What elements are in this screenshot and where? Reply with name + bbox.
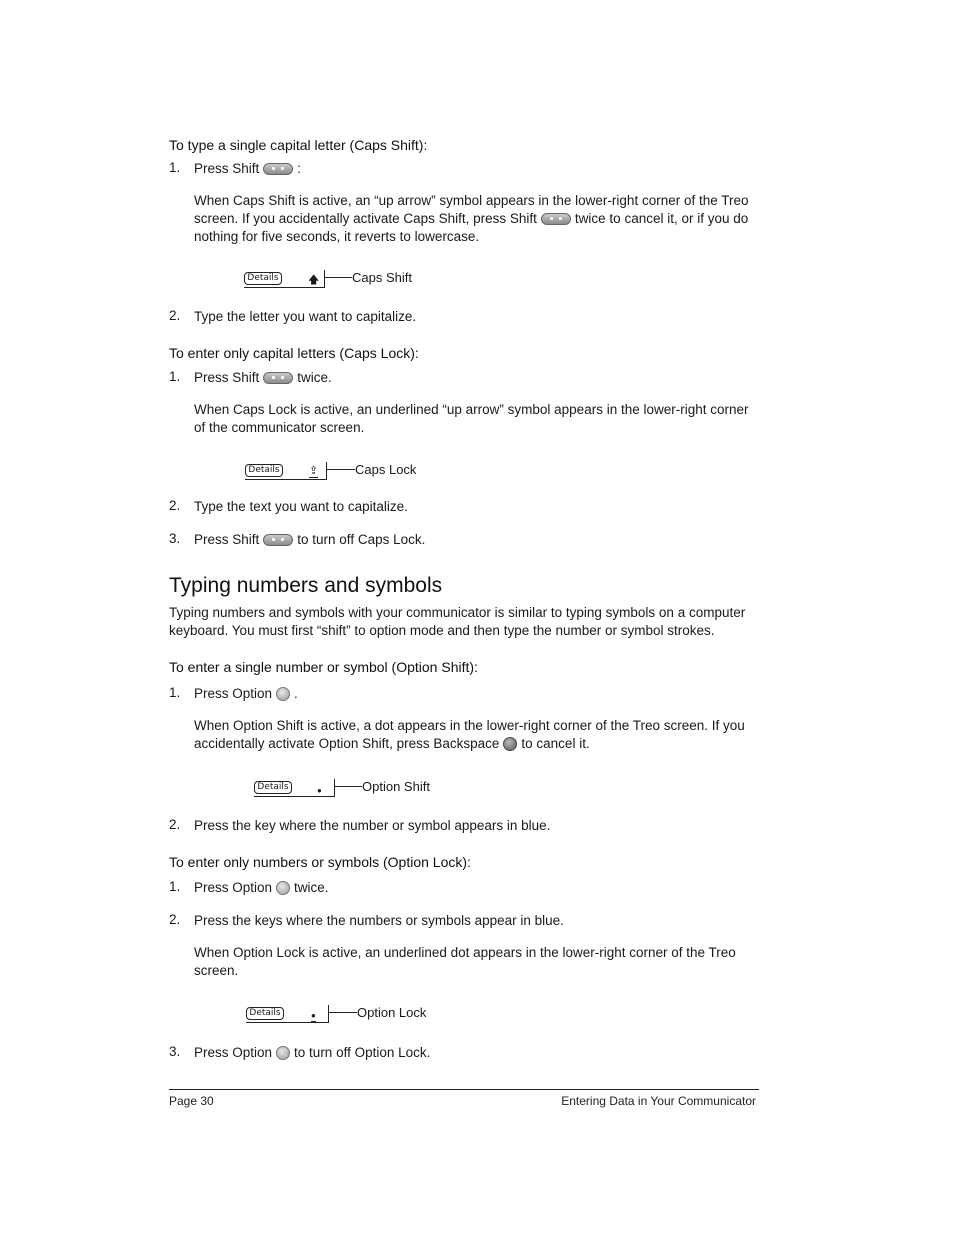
paragraph-line: When Option Shift is active, a dot appears in the lower-right corner of the Treo screen. If you <box>194 718 745 733</box>
details-button-image: Details <box>245 464 283 477</box>
details-button-image: Details <box>244 272 282 285</box>
option-shift-screen-figure <box>254 780 454 797</box>
paragraph-line: When Caps Shift is active, an “up arrow” symbol appears in the lower-right corner of the Treo <box>194 193 749 208</box>
caps-lock-step3: Press Shift to turn off Caps Lock. <box>194 532 426 547</box>
caps-shift-heading: To type a single capital letter (Caps Shift): <box>169 137 428 153</box>
paragraph-line: screen. If you accidentally activate Caps Shift, press Shift twice to cancel it, or if you do <box>194 211 749 226</box>
caps-lock-step2: Type the text you want to capitalize. <box>194 499 408 514</box>
backspace-key-icon <box>503 737 517 751</box>
option-key-icon <box>276 881 290 895</box>
option-shift-paragraph <box>194 717 759 753</box>
caps-lock-screen-figure <box>245 463 445 480</box>
step-number: 1. <box>169 685 181 700</box>
option-shift-step1: Press Option . <box>194 686 298 701</box>
option-lock-heading: To enter only numbers or symbols (Option Lock): <box>169 854 471 870</box>
chapter-title: Entering Data in Your Communicator <box>561 1094 756 1108</box>
figure-callout-label: Caps Shift <box>352 270 412 285</box>
caps-lock-paragraph <box>194 401 759 437</box>
paragraph-line: of the communicator screen. <box>194 420 365 435</box>
paragraph-line: Typing numbers and symbols with your communicator is similar to typing symbols on a computer <box>169 605 746 620</box>
paragraph-line: screen. <box>194 963 239 978</box>
option-key-icon <box>276 1046 290 1060</box>
underlined-dot-icon: ● <box>311 1011 316 1020</box>
up-arrow-icon: 🡅 <box>308 274 320 286</box>
paragraph-line: nothing for five seconds, it reverts to lowercase. <box>194 229 480 244</box>
underlined-up-arrow-icon: ⇪ <box>309 465 319 477</box>
details-button-image: Details <box>246 1007 284 1020</box>
caps-shift-step1 <box>194 160 759 178</box>
section-title: Typing numbers and symbols <box>169 574 443 597</box>
step-text-end: : <box>297 161 302 176</box>
caps-shift-paragraph <box>194 192 759 246</box>
dot-icon: ● <box>317 786 322 795</box>
option-lock-screen-figure <box>246 1006 446 1023</box>
option-key-icon <box>276 687 290 701</box>
step-number: 2. <box>169 912 181 927</box>
step-number: 3. <box>169 531 181 546</box>
paragraph-line: keyboard. You must first “shift” to option mode and then type the number or symbol strokes. <box>169 623 715 638</box>
figure-callout-label: Option Lock <box>357 1005 427 1020</box>
option-lock-paragraph <box>194 944 759 980</box>
caps-lock-heading: To enter only capital letters (Caps Lock): <box>169 345 419 361</box>
step-number: 2. <box>169 817 181 832</box>
caps-lock-step1: Press Shift twice. <box>194 370 332 385</box>
option-shift-heading: To enter a single number or symbol (Option Shift): <box>169 659 478 675</box>
option-shift-step2: Press the key where the number or symbol appears in blue. <box>194 818 551 833</box>
shift-key-icon <box>541 213 571 225</box>
step-number: 2. <box>169 498 181 513</box>
footer-rule <box>169 1089 759 1090</box>
caps-shift-screen-figure <box>244 271 444 288</box>
details-button-image: Details <box>254 781 292 794</box>
figure-callout-label: Option Shift <box>362 779 430 794</box>
step-number: 3. <box>169 1044 181 1059</box>
caps-shift-step2: Type the letter you want to capitalize. <box>194 309 417 324</box>
shift-key-icon <box>263 163 293 175</box>
section-intro <box>169 604 759 640</box>
paragraph-line: When Option Lock is active, an underlined dot appears in the lower-right corner of the Treo <box>194 945 736 960</box>
figure-callout-label: Caps Lock <box>355 462 417 477</box>
page-number: Page 30 <box>169 1094 214 1108</box>
step-number: 1. <box>169 160 181 175</box>
step-number: 2. <box>169 308 181 323</box>
shift-key-icon <box>263 534 293 546</box>
option-lock-step3: Press Option to turn off Option Lock. <box>194 1045 431 1060</box>
option-lock-step1: Press Option twice. <box>194 880 329 895</box>
option-lock-step2: Press the keys where the numbers or symbols appear in blue. <box>194 913 564 928</box>
step-number: 1. <box>169 879 181 894</box>
shift-key-icon <box>263 372 293 384</box>
step-text: Press Shift <box>194 161 260 176</box>
paragraph-line: accidentally activate Option Shift, press Backspace to cancel it. <box>194 736 590 751</box>
step-number: 1. <box>169 369 181 384</box>
paragraph-line: When Caps Lock is active, an underlined “up arrow” symbol appears in the lower-right corner <box>194 402 749 417</box>
